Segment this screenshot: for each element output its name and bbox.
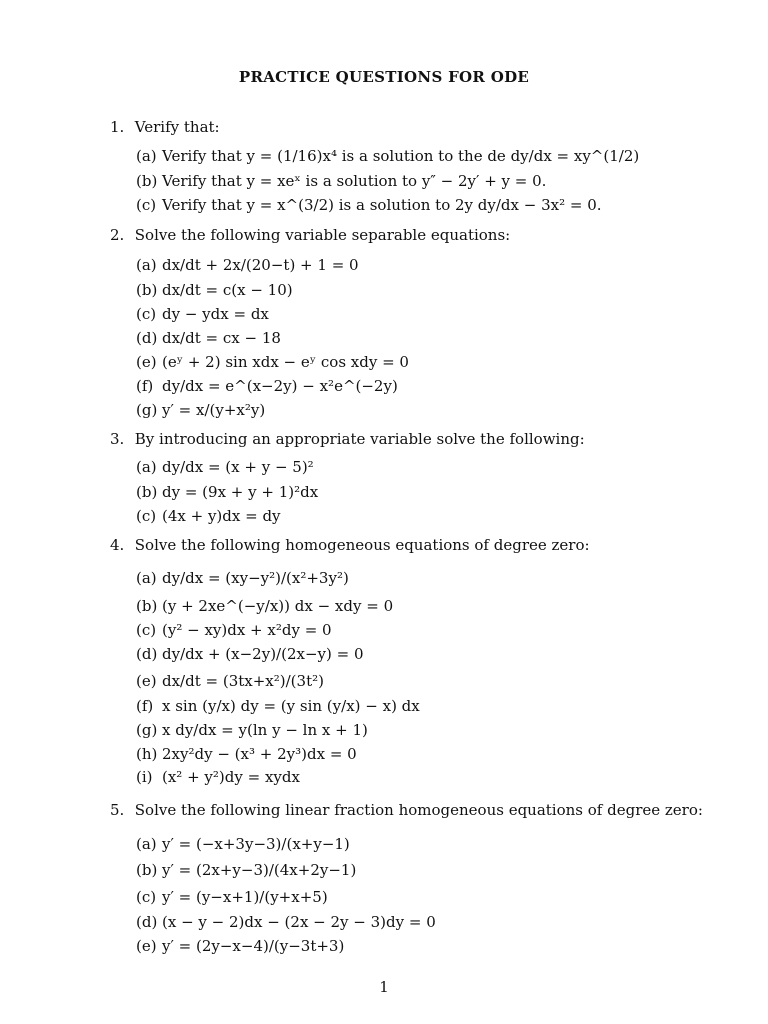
- item-text: dx/dt = cx − 18: [162, 329, 281, 347]
- list-item: [136, 937, 344, 955]
- item-text: dy − ydx = dx: [162, 305, 269, 323]
- item-text: dy/dx = (xy−y²)/(x²+3y²): [162, 569, 349, 587]
- question-number: 4.: [110, 536, 125, 554]
- list-item: [136, 745, 357, 763]
- item-label: (f): [136, 377, 154, 395]
- list-item: [136, 256, 359, 274]
- list-item: [136, 861, 356, 879]
- list-item: [136, 888, 328, 906]
- list-item: [136, 697, 420, 715]
- question-number: 2.: [110, 226, 125, 244]
- item-text: dy/dx + (x−2y)/(2x−y) = 0: [162, 645, 364, 663]
- list-item: [136, 196, 602, 214]
- list-item: [136, 353, 409, 371]
- item-text: y′ = (−x+3y−3)/(x+y−1): [162, 835, 350, 853]
- question-text: Verify that:: [134, 118, 220, 136]
- item-label: (a): [136, 256, 157, 274]
- list-item: [136, 281, 293, 299]
- list-item: [136, 458, 314, 476]
- list-item: [136, 645, 364, 663]
- item-text: Verify that y = x^(3/2) is a solution to 2y dy/dx − 3x² = 0.: [162, 196, 602, 214]
- item-text: dx/dt = (3tx+x²)/(3t²): [162, 672, 324, 690]
- item-text: dx/dt + 2x/(20−t) + 1 = 0: [162, 256, 359, 274]
- item-label: (d): [136, 913, 158, 931]
- item-text: Verify that y = xeˣ is a solution to y″ − 2y′ + y = 0.: [162, 172, 547, 190]
- item-label: (a): [136, 147, 157, 165]
- item-text: (x − y − 2)dx − (2x − 2y − 3)dy = 0: [162, 913, 436, 931]
- question-5: [110, 801, 703, 819]
- question-text: Solve the following homogeneous equations of degree zero:: [134, 536, 590, 554]
- item-text: (eʸ + 2) sin xdx − eʸ cos xdy = 0: [162, 353, 409, 371]
- item-label: (b): [136, 281, 158, 299]
- list-item: [136, 768, 300, 786]
- item-text: dx/dt = c(x − 10): [162, 281, 293, 299]
- item-label: (c): [136, 507, 157, 525]
- list-item: [136, 621, 332, 639]
- list-item: [136, 913, 436, 931]
- item-label: (f): [136, 697, 154, 715]
- item-label: (g): [136, 401, 158, 419]
- list-item: [136, 401, 265, 419]
- list-item: [136, 672, 324, 690]
- item-label: (c): [136, 196, 157, 214]
- question-number: 3.: [110, 430, 125, 448]
- item-text: x sin (y/x) dy = (y sin (y/x) − x) dx: [162, 697, 420, 715]
- question-number: 5.: [110, 801, 125, 819]
- list-item: [136, 305, 269, 323]
- item-label: (a): [136, 835, 157, 853]
- list-item: [136, 835, 350, 853]
- list-item: [136, 172, 546, 190]
- item-label: (c): [136, 305, 157, 323]
- item-label: (b): [136, 597, 158, 615]
- item-text: (x² + y²)dy = xydx: [162, 768, 300, 786]
- item-label: (h): [136, 745, 158, 763]
- item-label: (a): [136, 458, 157, 476]
- item-label: (e): [136, 937, 157, 955]
- item-label: (b): [136, 861, 158, 879]
- question-3: [110, 430, 585, 448]
- list-item: [136, 569, 349, 587]
- item-text: dy/dx = e^(x−2y) − x²e^(−2y): [162, 377, 398, 395]
- item-label: (b): [136, 172, 158, 190]
- item-text: (y² − xy)dx + x²dy = 0: [162, 621, 332, 639]
- question-text: By introducing an appropriate variable solve the following:: [134, 430, 585, 448]
- list-item: [136, 147, 639, 165]
- item-label: (i): [136, 768, 153, 786]
- question-text: Solve the following variable separable equations:: [134, 226, 511, 244]
- page-title: PRACTICE QUESTIONS FOR ODE: [238, 68, 530, 86]
- question-2: [110, 226, 510, 244]
- item-text: y′ = (y−x+1)/(y+x+5): [162, 888, 328, 906]
- item-text: dy = (9x + y + 1)²dx: [162, 483, 319, 501]
- list-item: [136, 721, 368, 739]
- item-label: (e): [136, 672, 157, 690]
- item-label: (a): [136, 569, 157, 587]
- item-label: (c): [136, 888, 157, 906]
- question-4: [110, 536, 590, 554]
- question-text: Solve the following linear fraction homogeneous equations of degree zero:: [134, 801, 703, 819]
- item-text: x dy/dx = y(ln y − ln x + 1): [162, 721, 368, 739]
- item-text: dy/dx = (x + y − 5)²: [162, 458, 314, 476]
- item-label: (c): [136, 621, 157, 639]
- list-item: [136, 507, 281, 525]
- item-label: (d): [136, 329, 158, 347]
- item-label: (b): [136, 483, 158, 501]
- list-item: [136, 329, 281, 347]
- question-1: [110, 118, 220, 136]
- item-text: y′ = (2y−x−4)/(y−3t+3): [162, 937, 345, 955]
- item-label: (g): [136, 721, 158, 739]
- item-text: 2xy²dy − (x³ + 2y³)dx = 0: [162, 745, 357, 763]
- list-item: [136, 597, 393, 615]
- item-label: (d): [136, 645, 158, 663]
- question-number: 1.: [110, 118, 125, 136]
- page-number: 1: [379, 978, 389, 996]
- item-text: (4x + y)dx = dy: [162, 507, 281, 525]
- item-text: (y + 2xe^(−y/x)) dx − xdy = 0: [162, 597, 394, 615]
- item-text: Verify that y = (1/16)x⁴ is a solution to the de dy/dx = xy^(1/2): [162, 147, 640, 165]
- item-label: (e): [136, 353, 157, 371]
- item-text: y′ = x/(y+x²y): [162, 401, 266, 419]
- list-item: [136, 483, 318, 501]
- list-item: [136, 377, 398, 395]
- item-text: y′ = (2x+y−3)/(4x+2y−1): [162, 861, 357, 879]
